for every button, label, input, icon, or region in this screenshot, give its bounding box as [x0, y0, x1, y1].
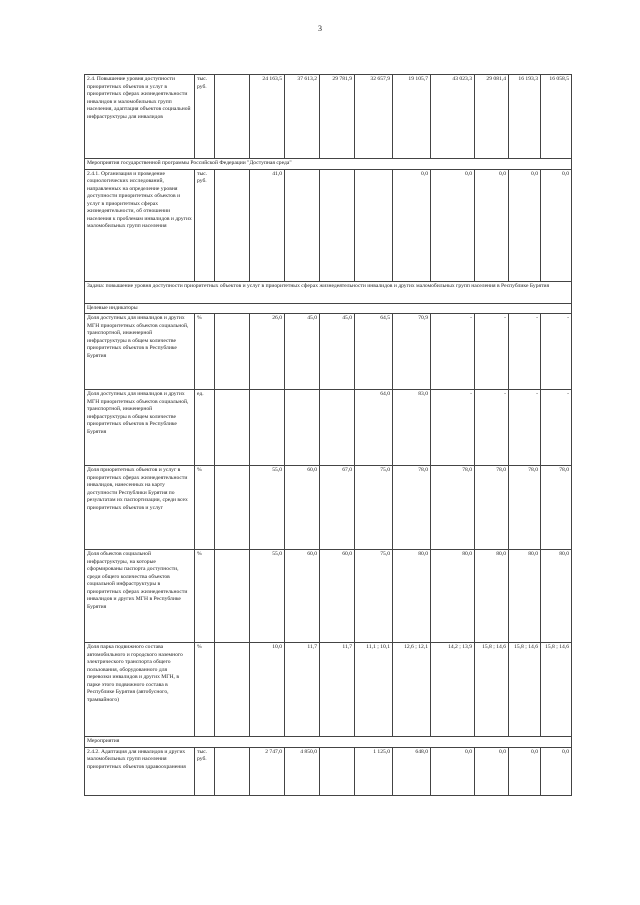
section-row — [85, 159, 572, 170]
value-cell: 80,0 — [393, 550, 431, 643]
table-row — [85, 75, 572, 159]
value-cell: 80,0 — [541, 550, 572, 643]
value-cell: 0,0 — [475, 747, 509, 795]
value-cell: 12,6 ; 12,1 — [393, 643, 431, 737]
value-cell: 29 081,4 — [475, 75, 509, 159]
value-cell — [320, 390, 355, 466]
value-cell: 78,0 — [431, 466, 475, 550]
section-title: Задача: повышение уровня доступности приоритетных объектов и услуг в приоритетных сферах жизнедеятельности инвалидов и других маломобильных групп населения в Республике Бурятия — [85, 281, 572, 303]
value-cell: 14,2 ; 13,9 — [431, 643, 475, 737]
row-unit: тыс. руб. — [195, 169, 215, 281]
value-cell: 0,0 — [393, 169, 431, 281]
value-cell: - — [541, 390, 572, 466]
value-cell: 11,7 — [285, 643, 320, 737]
value-cell: 0,0 — [475, 169, 509, 281]
table-body — [85, 75, 572, 796]
value-cell — [320, 169, 355, 281]
value-cell: 2 747,0 — [250, 747, 285, 795]
value-cell: 16 058,5 — [541, 75, 572, 159]
value-cell: 60,0 — [320, 550, 355, 643]
value-cell: 10,0 — [250, 643, 285, 737]
row-unit: % — [195, 643, 215, 737]
value-cell: 78,0 — [475, 466, 509, 550]
value-cell: 80,0 — [509, 550, 541, 643]
value-cell — [250, 390, 285, 466]
value-cell: 43 023,3 — [431, 75, 475, 159]
value-cell — [215, 550, 250, 643]
value-cell: 0,0 — [431, 747, 475, 795]
row-unit: ед. — [195, 390, 215, 466]
value-cell: 0,0 — [509, 169, 541, 281]
row-label: Доля объектов социальной инфраструктуры, на которые сформированы паспорта доступности, среди общего количества объектов социальной инфраструктуры в приоритетных сферах жизнедеятельности инвалидов и других МГН в Республике Бурятия — [85, 550, 195, 643]
row-label: Доля парка подвижного состава автомобильного и городского наземного электрического транспорта общего пользования, оборудованного для перевозки инвалидов и других МГН, в парке этого подвижного состава в Республике Бурятия (автобусного, трамвайного) — [85, 643, 195, 737]
value-cell: 45,0 — [320, 314, 355, 390]
value-cell: 0,0 — [541, 169, 572, 281]
value-cell: 11,1 ; 10,1 — [355, 643, 393, 737]
row-unit: % — [195, 466, 215, 550]
value-cell: 70,9 — [393, 314, 431, 390]
value-cell: 75,0 — [355, 466, 393, 550]
row-unit: тыс. руб. — [195, 75, 215, 159]
value-cell: 15,8 ; 14,6 — [509, 643, 541, 737]
row-label: 2.4.2. Адаптация для инвалидов и других маломобильных групп населения приоритетных объектов здравоохранения — [85, 747, 195, 795]
value-cell: 64,5 — [355, 314, 393, 390]
value-cell — [215, 747, 250, 795]
value-cell: 15,8 ; 14,6 — [541, 643, 572, 737]
value-cell: 78,0 — [393, 466, 431, 550]
value-cell — [285, 390, 320, 466]
value-cell: 80,0 — [475, 550, 509, 643]
section-row — [85, 303, 572, 314]
value-cell: 0,0 — [541, 747, 572, 795]
table-row — [85, 314, 572, 390]
table-row — [85, 390, 572, 466]
value-cell: 78,0 — [541, 466, 572, 550]
row-label: 2.4. Повышение уровня доступности приоритетных объектов и услуг в приоритетных сферах жизнедеятельности инвалидов и маломобильных групп населения, адаптация объектов социальной инфраструктуры для инвалидов — [85, 75, 195, 159]
value-cell: - — [431, 314, 475, 390]
row-label: 2.4.1. Организация и проведение социологических исследований, направленных на определение уровня доступности приоритетных объектов и услуг в приоритетных сферах жизнедеятельности, об отношении населения к проблемам инвалидов и других маломобильных групп населения — [85, 169, 195, 281]
section-row — [85, 281, 572, 303]
section-title: Мероприятия государственной программы Российской Федерации "Доступная среда" — [85, 159, 572, 170]
value-cell: - — [431, 390, 475, 466]
table-row — [85, 550, 572, 643]
value-cell: 0,0 — [431, 169, 475, 281]
value-cell: 26,0 — [250, 314, 285, 390]
value-cell: 67,0 — [320, 466, 355, 550]
value-cell: 55,0 — [250, 550, 285, 643]
value-cell: 0,0 — [509, 747, 541, 795]
value-cell — [285, 169, 320, 281]
value-cell: 60,0 — [285, 550, 320, 643]
value-cell — [215, 314, 250, 390]
value-cell: 80,0 — [431, 550, 475, 643]
value-cell — [320, 747, 355, 795]
value-cell: 4 850,0 — [285, 747, 320, 795]
value-cell — [215, 643, 250, 737]
row-unit: тыс. руб. — [195, 747, 215, 795]
section-title: Целевые индикаторы — [85, 303, 572, 314]
value-cell: 78,0 — [509, 466, 541, 550]
value-cell — [355, 169, 393, 281]
value-cell: 64,0 — [355, 390, 393, 466]
value-cell: 16 193,3 — [509, 75, 541, 159]
page-number: 3 — [318, 24, 322, 33]
program-table — [84, 74, 572, 796]
value-cell: 37 613,2 — [285, 75, 320, 159]
value-cell: 60,0 — [285, 466, 320, 550]
value-cell: - — [509, 390, 541, 466]
table-row — [85, 466, 572, 550]
value-cell: 75,0 — [355, 550, 393, 643]
value-cell: - — [541, 314, 572, 390]
table-row — [85, 169, 572, 281]
row-label: Доля доступных для инвалидов и других МГН приоритетных объектов социальной, транспортной, инженерной инфраструктуры в общем количестве приоритетных объектов в Республике Бурятия — [85, 390, 195, 466]
value-cell — [215, 75, 250, 159]
value-cell: 83,0 — [393, 390, 431, 466]
value-cell — [215, 466, 250, 550]
table-row — [85, 747, 572, 795]
section-title: Мероприятия — [85, 737, 572, 748]
value-cell: - — [475, 390, 509, 466]
value-cell: 15,8 ; 14,6 — [475, 643, 509, 737]
value-cell: 19 105,7 — [393, 75, 431, 159]
table-row — [85, 643, 572, 737]
value-cell: - — [475, 314, 509, 390]
row-label: Доля приоритетных объектов и услуг в приоритетных сферах жизнедеятельности инвалидов, нанесенных на карту доступности Республики Бурятия по результатам их паспортизации, среди всех приоритетных объектов и услуг — [85, 466, 195, 550]
section-row — [85, 737, 572, 748]
value-cell: 648,0 — [393, 747, 431, 795]
value-cell: 32 657,9 — [355, 75, 393, 159]
value-cell — [215, 169, 250, 281]
value-cell: 29 781,9 — [320, 75, 355, 159]
value-cell: 41,0 — [250, 169, 285, 281]
row-unit: % — [195, 550, 215, 643]
value-cell: 1 125,0 — [355, 747, 393, 795]
row-label: Доля доступных для инвалидов и других МГН приоритетных объектов социальной, транспортной, инженерной инфраструктуры в общем количестве приоритетных объектов в Республике Бурятия — [85, 314, 195, 390]
value-cell: - — [509, 314, 541, 390]
row-unit: % — [195, 314, 215, 390]
value-cell: 45,0 — [285, 314, 320, 390]
value-cell: 24 163,5 — [250, 75, 285, 159]
value-cell: 11,7 — [320, 643, 355, 737]
value-cell — [215, 390, 250, 466]
value-cell: 55,0 — [250, 466, 285, 550]
